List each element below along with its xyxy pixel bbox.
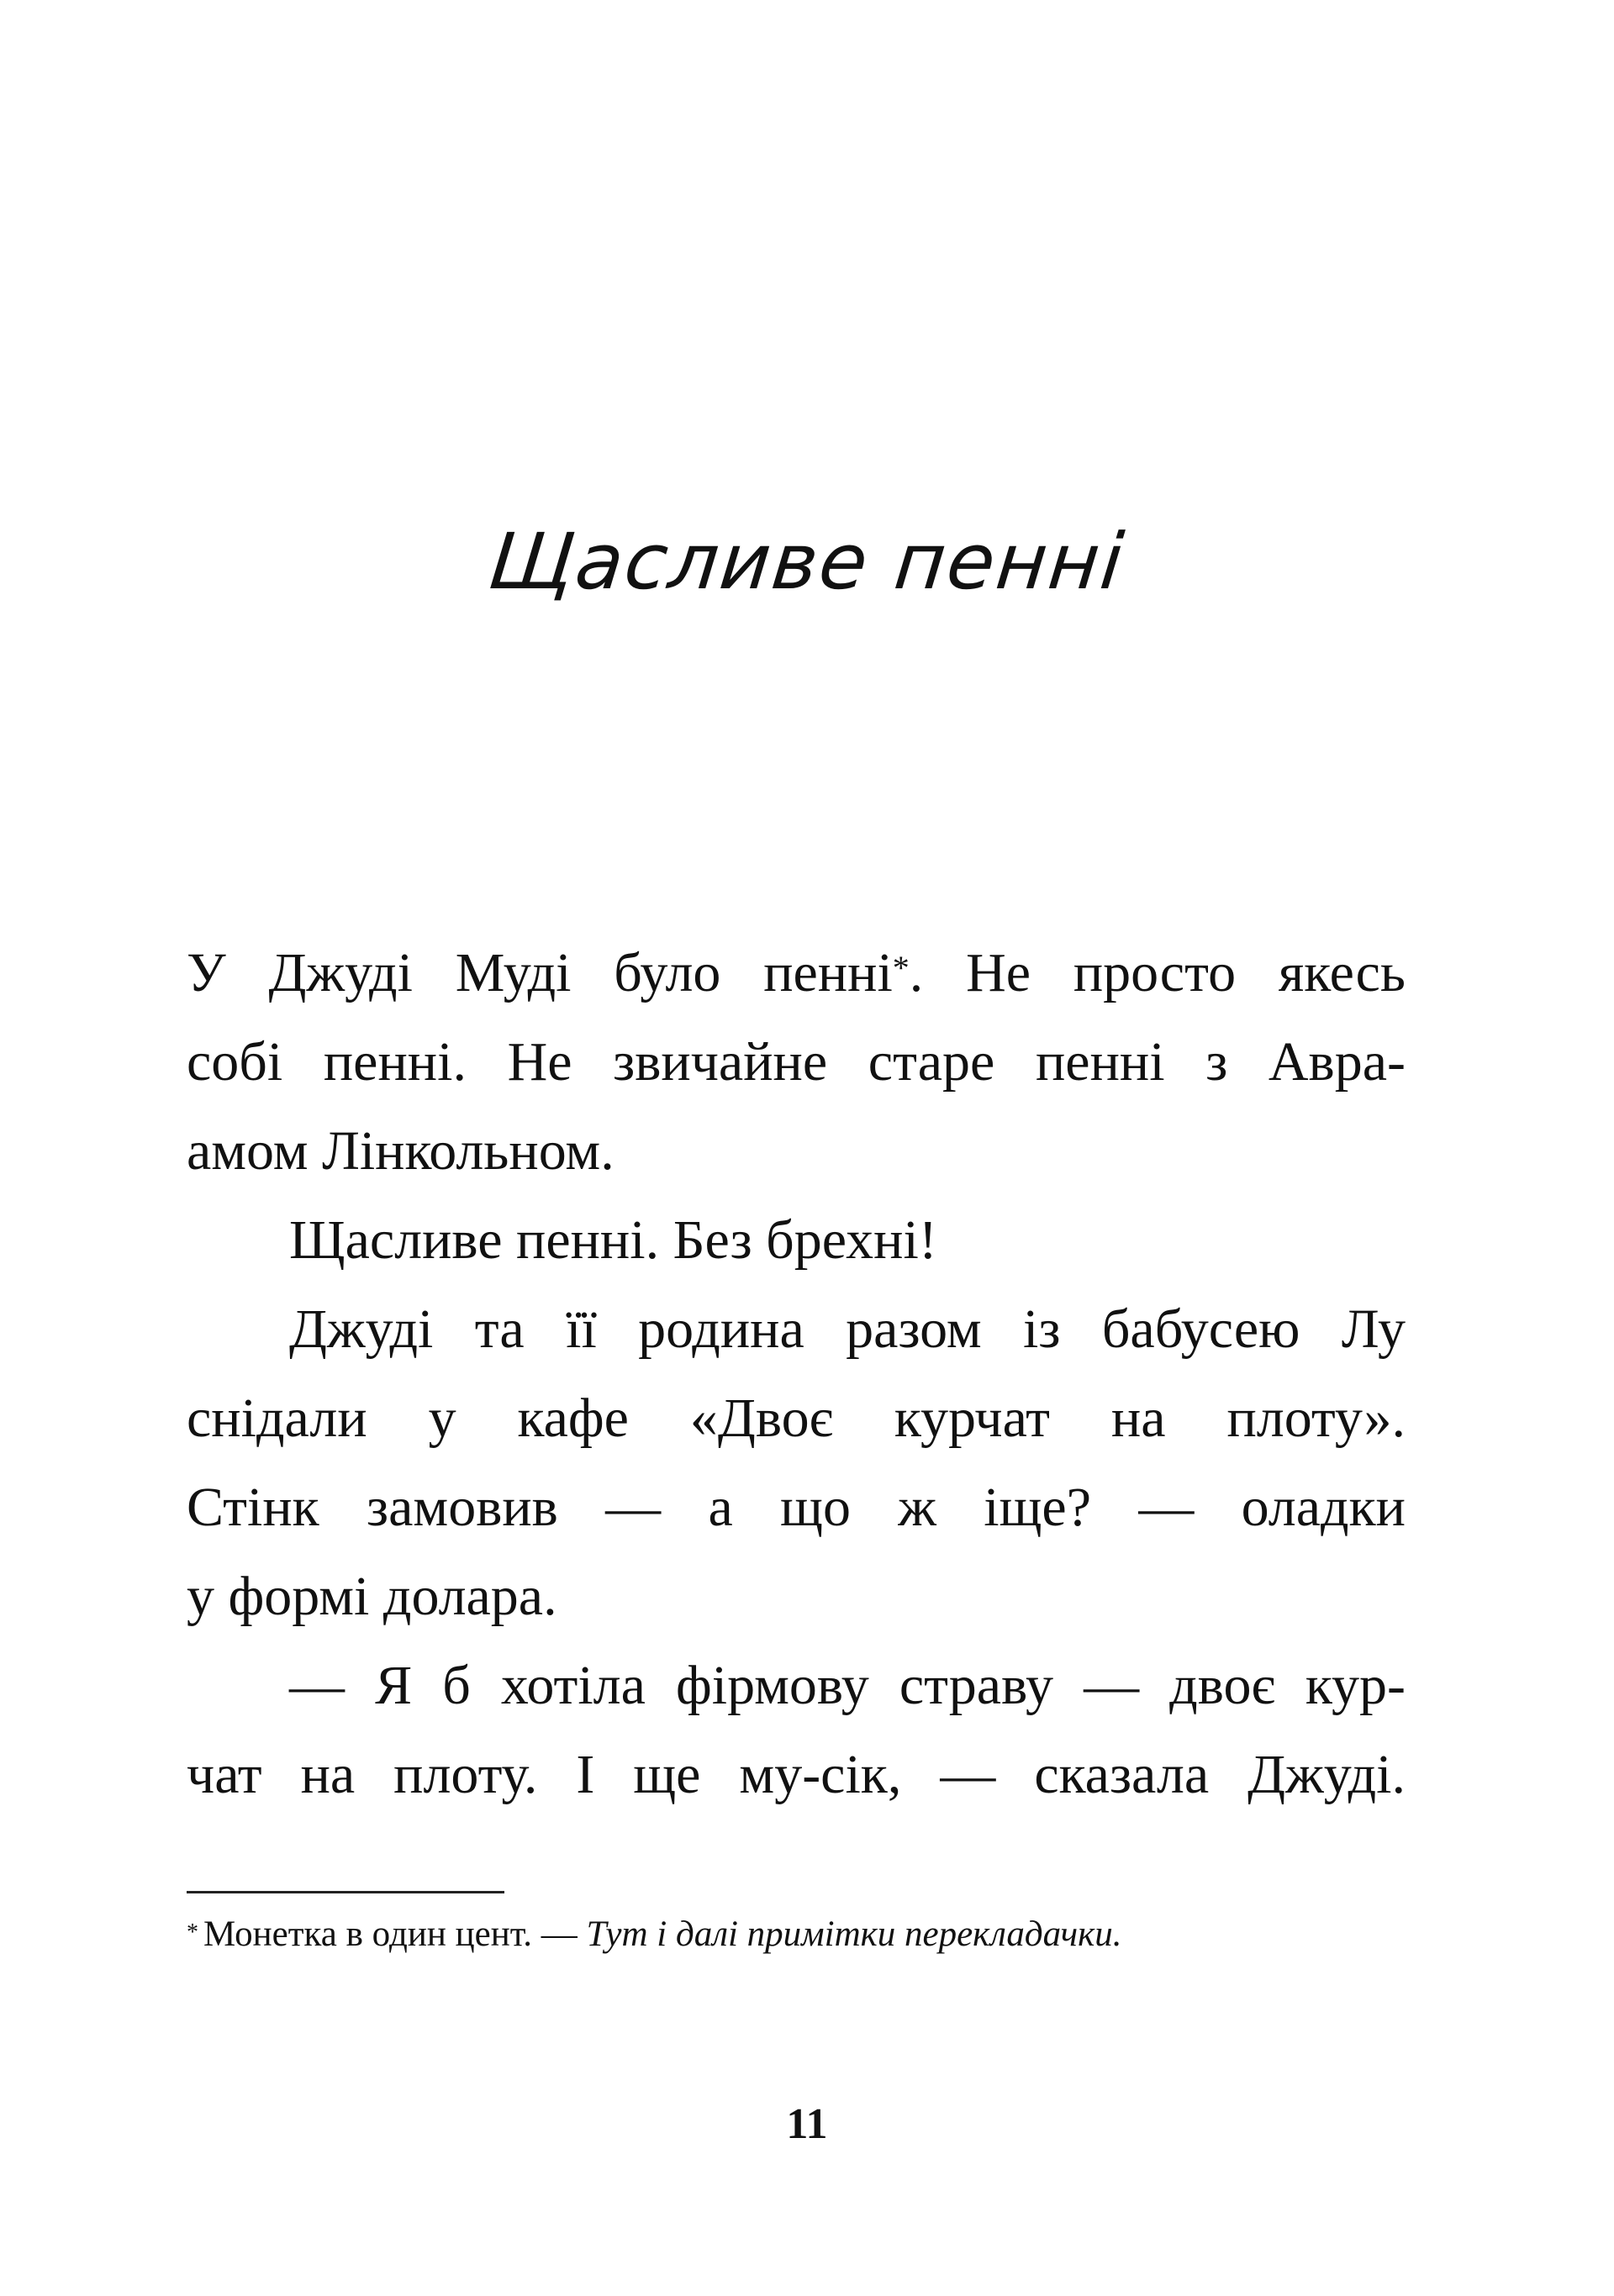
footnote-marker: * — [187, 1919, 198, 1946]
text-line: амом Лінкольном. — [187, 1120, 614, 1182]
page-number: 11 — [786, 2100, 828, 2148]
footnote-reference[interactable]: * — [892, 949, 910, 987]
body-text — [187, 929, 1406, 1819]
footnote-divider — [187, 1891, 504, 1893]
text-line: Стінк замовив — а що ж іще? — оладки — [187, 1477, 1406, 1538]
footnote-italic-text: Тут і далі примітки перекладачки. — [586, 1914, 1122, 1954]
text-line: снідали у кафе «Двоє курчат на плоту». — [187, 1388, 1406, 1449]
text-line: Джуді та її родина разом із бабусею Лу — [289, 1298, 1406, 1360]
text-line: Щасливе пенні. Без брехні! — [289, 1209, 937, 1271]
text-line: У Джуді Муді було пенні*. Не просто якесь — [187, 942, 1406, 1003]
text-line: — Я б хотіла фірмову страву — двоє кур- — [289, 1655, 1406, 1716]
text-line: чат на плоту. І ще му-сік, — сказала Джуді. — [187, 1744, 1406, 1805]
footnote-text: Монетка в один цент. — — [203, 1914, 587, 1954]
footnote — [187, 1909, 1431, 1960]
text-line: собі пенні. Не звичайне старе пенні з Авра- — [187, 1031, 1406, 1093]
text-line: у формі долара. — [187, 1566, 557, 1627]
chapter-title: Щасливе пенні — [484, 517, 1130, 607]
